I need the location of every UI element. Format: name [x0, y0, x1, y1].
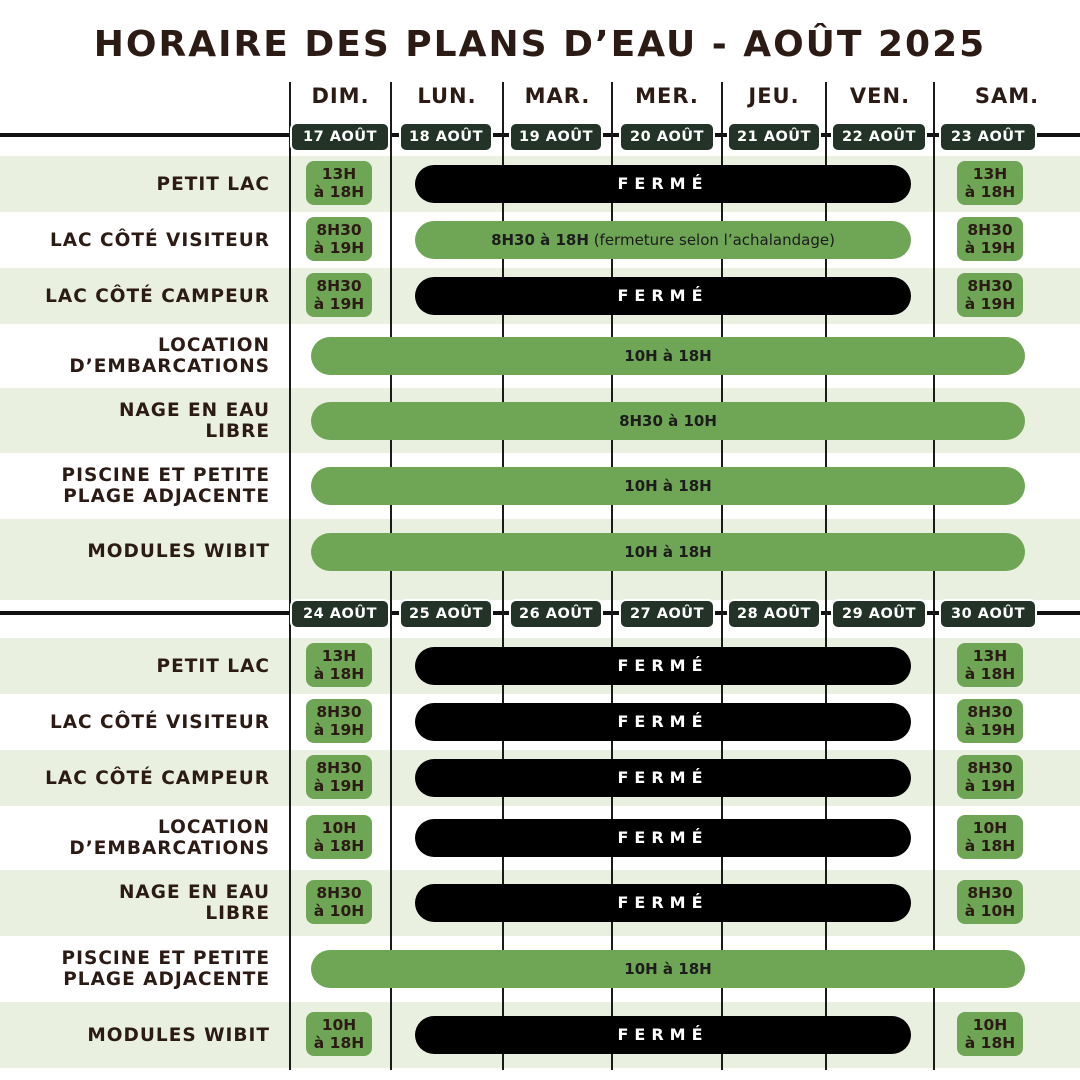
- saturday-hours-chip: [957, 880, 1023, 924]
- sunday-hours-chip: [306, 880, 372, 924]
- date-chip: 24 AOÛT: [292, 601, 388, 627]
- hours-text: FERMÉ: [617, 893, 709, 912]
- hours-text: 8H30 à 18H: [491, 231, 589, 249]
- activity-label: [0, 465, 270, 507]
- date-chip: 18 AOÛT: [401, 124, 491, 150]
- activity-label-line: PETIT LAC: [156, 173, 270, 195]
- hours-text: FERMÉ: [617, 768, 709, 787]
- activity-label-line: LAC CÔTÉ CAMPEUR: [45, 285, 270, 307]
- activity-label: [0, 286, 270, 307]
- hours-chip-line: 8H30: [967, 703, 1013, 721]
- column-divider: [390, 82, 392, 1070]
- saturday-hours-chip: [957, 815, 1023, 859]
- hours-text: 10H à 18H: [624, 477, 712, 495]
- column-divider: [289, 82, 291, 1070]
- sunday-hours-chip: [306, 815, 372, 859]
- hours-chip-line: 8H30: [967, 759, 1013, 777]
- hours-chip-line: à 19H: [313, 295, 365, 313]
- activity-label: [0, 768, 270, 789]
- date-chip: 17 AOÛT: [292, 124, 388, 150]
- hours-chip-line: 8H30: [316, 884, 362, 902]
- day-header: SAM.: [974, 84, 1040, 108]
- hours-bar: [311, 402, 1025, 440]
- hours-bar: [311, 467, 1025, 505]
- hours-text: 10H à 18H: [624, 347, 712, 365]
- closed-bar: [415, 759, 911, 797]
- activity-label-line: LAC CÔTÉ CAMPEUR: [45, 767, 270, 789]
- hours-chip-line: 10H: [972, 1016, 1008, 1034]
- day-header: LUN.: [417, 84, 477, 108]
- activity-label: [0, 882, 270, 924]
- hours-chip-line: à 18H: [313, 183, 365, 201]
- activity-label-line: MODULES WIBIT: [87, 541, 270, 562]
- hours-chip-line: à 18H: [313, 665, 365, 683]
- hours-text: 10H à 18H: [624, 960, 712, 978]
- hours-chip-line: à 18H: [964, 837, 1016, 855]
- activity-label-line: PETIT LAC: [156, 655, 270, 677]
- hours-chip-line: 8H30: [316, 221, 362, 239]
- date-chip: 20 AOÛT: [621, 124, 713, 150]
- hours-text: 10H à 18H: [624, 542, 712, 561]
- date-chip: 28 AOÛT: [729, 601, 819, 627]
- row-band: [0, 584, 1080, 600]
- closed-bar: [415, 819, 911, 857]
- saturday-hours-chip: [957, 1012, 1023, 1056]
- hours-chip-line: à 10H: [313, 902, 365, 920]
- saturday-hours-chip: [957, 273, 1023, 317]
- hours-chip-line: à 18H: [964, 183, 1016, 201]
- sunday-hours-chip: [306, 217, 372, 261]
- activity-label: [0, 1025, 270, 1046]
- saturday-hours-chip: [957, 161, 1023, 205]
- sunday-hours-chip: [306, 755, 372, 799]
- date-chip: 23 AOÛT: [941, 124, 1035, 150]
- hours-note: (fermeture selon l’achalandage): [588, 231, 835, 249]
- hours-chip-line: à 19H: [313, 721, 365, 739]
- closed-bar: [415, 884, 911, 922]
- activity-label: [0, 712, 270, 733]
- hours-text: FERMÉ: [617, 712, 709, 731]
- saturday-hours-chip: [957, 643, 1023, 687]
- hours-chip-line: 13H: [321, 165, 357, 183]
- closed-bar: [415, 1016, 911, 1054]
- activity-label: [0, 948, 270, 990]
- day-header: MAR.: [524, 84, 591, 108]
- column-divider: [933, 82, 935, 1070]
- activity-label-line: MODULES WIBIT: [87, 1024, 270, 1046]
- hours-chip-line: 8H30: [967, 277, 1013, 295]
- hours-bar: [311, 533, 1025, 571]
- hours-chip-line: 13H: [321, 647, 357, 665]
- hours-bar: [311, 950, 1025, 988]
- sunday-hours-chip: [306, 1012, 372, 1056]
- day-header: MER.: [635, 84, 699, 108]
- hours-chip-line: à 18H: [964, 665, 1016, 683]
- hours-chip-line: à 18H: [313, 837, 365, 855]
- hours-chip-line: à 19H: [964, 721, 1016, 739]
- activity-label-line: LAC CÔTÉ VISITEUR: [49, 229, 270, 251]
- date-chip: 30 AOÛT: [941, 601, 1035, 627]
- date-chip: 26 AOÛT: [511, 601, 601, 627]
- date-chip: 27 AOÛT: [621, 601, 713, 627]
- date-chip: 22 AOÛT: [833, 124, 925, 150]
- hours-text: 8H30 à 10H: [619, 411, 717, 430]
- closed-bar: [415, 277, 911, 315]
- activity-label: [0, 656, 270, 677]
- date-chip: 21 AOÛT: [729, 124, 819, 150]
- hours-chip-line: à 19H: [964, 239, 1016, 257]
- page-title: HORAIRE DES PLANS D’EAU - AOÛT 2025: [93, 24, 987, 65]
- activity-label-line: PLAGE ADJACENTE: [63, 969, 270, 990]
- date-chip: 25 AOÛT: [401, 601, 491, 627]
- hours-chip-line: à 19H: [313, 777, 365, 795]
- sunday-hours-chip: [306, 161, 372, 205]
- hours-chip-line: 10H: [972, 819, 1008, 837]
- activity-label-line: NAGE EN EAU: [118, 882, 270, 903]
- activity-label: [0, 174, 270, 195]
- activity-label-line: D’EMBARCATIONS: [69, 356, 270, 377]
- hours-chip-line: 13H: [972, 647, 1008, 665]
- activity-label-line: D’EMBARCATIONS: [69, 838, 270, 859]
- activity-label-line: PLAGE ADJACENTE: [63, 486, 270, 507]
- day-header: DIM.: [311, 84, 370, 108]
- hours-bar: [311, 337, 1025, 375]
- activity-label-line: LIBRE: [205, 903, 270, 924]
- activity-label-line: LAC CÔTÉ VISITEUR: [49, 711, 270, 733]
- hours-chip-line: 8H30: [316, 759, 362, 777]
- hours-chip-line: à 19H: [964, 777, 1016, 795]
- activity-label: [0, 335, 270, 377]
- date-chip: 29 AOÛT: [833, 601, 925, 627]
- closed-bar: [415, 703, 911, 741]
- closed-bar: [415, 647, 911, 685]
- hours-chip-line: 13H: [972, 165, 1008, 183]
- hours-chip-line: 8H30: [967, 221, 1013, 239]
- hours-chip-line: 8H30: [316, 277, 362, 295]
- hours-text: FERMÉ: [617, 1025, 709, 1044]
- sunday-hours-chip: [306, 643, 372, 687]
- saturday-hours-chip: [957, 217, 1023, 261]
- saturday-hours-chip: [957, 699, 1023, 743]
- activity-label-line: LOCATION: [157, 817, 270, 838]
- activity-label-line: LOCATION: [157, 335, 270, 356]
- hours-chip-line: à 19H: [313, 239, 365, 257]
- hours-chip-line: à 10H: [964, 902, 1016, 920]
- closed-bar: [415, 165, 911, 203]
- hours-text: FERMÉ: [617, 656, 709, 675]
- hours-bar: [415, 221, 911, 259]
- activity-label: [0, 400, 270, 442]
- saturday-hours-chip: [957, 755, 1023, 799]
- sunday-hours-chip: [306, 273, 372, 317]
- activity-label: [0, 541, 270, 562]
- date-chip: 19 AOÛT: [511, 124, 601, 150]
- activity-label-line: NAGE EN EAU: [118, 399, 270, 421]
- hours-chip-line: 8H30: [316, 703, 362, 721]
- hours-chip-line: 8H30: [967, 884, 1013, 902]
- hours-text: FERMÉ: [617, 286, 709, 305]
- sunday-hours-chip: [306, 699, 372, 743]
- hours-chip-line: 10H: [321, 1016, 357, 1034]
- hours-text: FERMÉ: [617, 828, 709, 847]
- hours-chip-line: 10H: [321, 819, 357, 837]
- day-header: VEN.: [849, 84, 911, 108]
- activity-label: [0, 817, 270, 859]
- day-header: JEU.: [748, 84, 800, 108]
- hours-text: FERMÉ: [617, 174, 709, 193]
- activity-label-line: LIBRE: [205, 420, 270, 442]
- activity-label-line: PISCINE ET PETITE: [61, 465, 270, 486]
- hours-chip-line: à 18H: [964, 1034, 1016, 1052]
- activity-label: [0, 230, 270, 251]
- hours-chip-line: à 19H: [964, 295, 1016, 313]
- activity-label-line: PISCINE ET PETITE: [61, 948, 270, 969]
- hours-chip-line: à 18H: [313, 1034, 365, 1052]
